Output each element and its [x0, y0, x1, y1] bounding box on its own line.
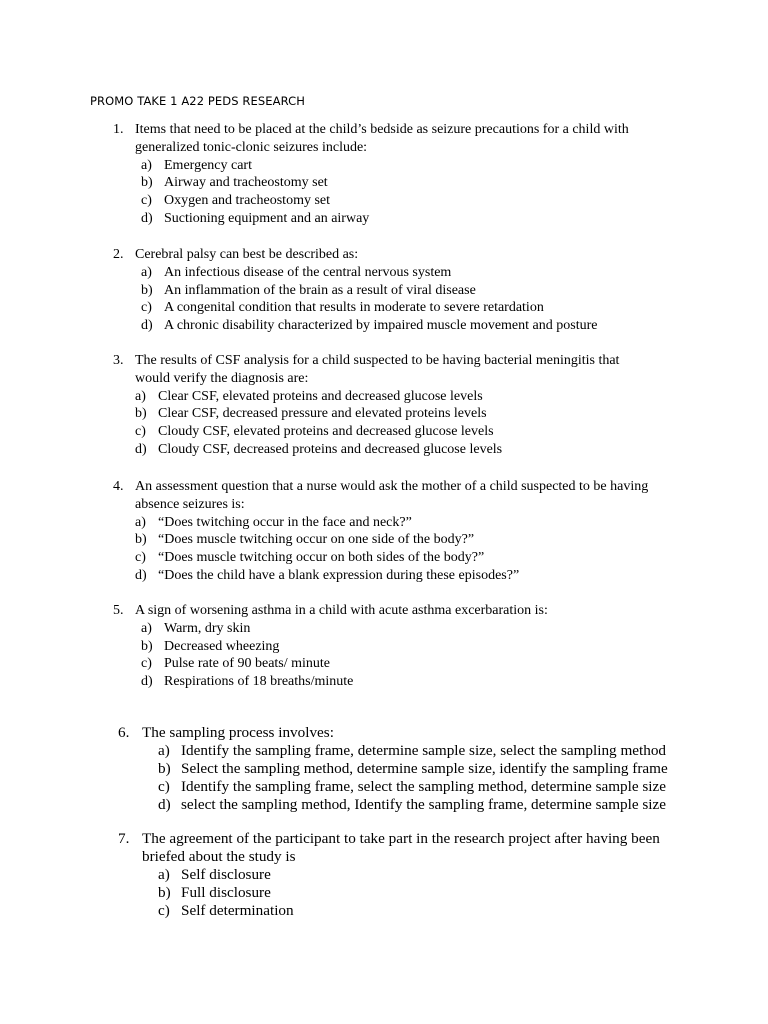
question-number: 3. [113, 353, 124, 368]
option-text: Suctioning equipment and an airway [164, 210, 370, 226]
option-letter: c) [141, 656, 152, 672]
answer-option [113, 514, 653, 532]
option-text: “Does twitching occur in the face and neck?” [158, 514, 412, 530]
answer-option [118, 778, 678, 796]
question-number: 1. [113, 122, 124, 137]
option-text: A chronic disability characterized by impaired muscle movement and posture [164, 318, 598, 334]
option-text: Emergency cart [164, 157, 252, 173]
answer-option [113, 549, 653, 567]
answer-option [113, 441, 653, 459]
question-stem [113, 352, 653, 388]
option-letter: d) [141, 674, 153, 690]
option-letter: c) [158, 902, 170, 919]
answer-option [113, 192, 653, 210]
option-text: Identify the sampling frame, select the sampling method, determine sample size [181, 778, 667, 795]
answer-option [118, 884, 678, 902]
answer-option [118, 760, 678, 778]
answer-option [118, 866, 678, 884]
option-letter: a) [141, 157, 152, 173]
question-text: A sign of worsening asthma in a child with acute asthma excerbaration is: [135, 603, 548, 618]
option-letter: b) [141, 282, 153, 298]
option-text: Decreased wheezing [164, 638, 280, 654]
option-text: An inflammation of the brain as a result of viral disease [164, 282, 476, 298]
option-text: Cloudy CSF, decreased proteins and decreased glucose levels [158, 441, 503, 457]
option-letter: d) [135, 441, 147, 457]
option-text: An infectious disease of the central nervous system [164, 264, 452, 280]
question-5 [113, 602, 653, 691]
answer-options [113, 620, 653, 691]
answer-option [113, 673, 653, 691]
answer-options [118, 742, 678, 814]
answer-option [118, 796, 678, 814]
option-letter: a) [158, 742, 170, 759]
option-text: select the sampling method, Identify the sampling frame, determine sample size [181, 796, 667, 813]
answer-options [113, 514, 653, 585]
answer-option [113, 620, 653, 638]
question-stem [113, 478, 653, 514]
question-text: The sampling process involves: [142, 724, 334, 741]
option-letter: b) [135, 406, 147, 422]
option-letter: d) [141, 210, 153, 226]
question-number: 5. [113, 603, 124, 618]
answer-options [118, 866, 678, 920]
question-text: Items that need to be placed at the child’s bedside as seizure precautions for a child with generalized tonic-clonic seizures include: [135, 122, 629, 155]
option-letter: a) [135, 388, 146, 404]
answer-option [113, 299, 653, 317]
option-letter: b) [141, 638, 153, 654]
answer-options [113, 157, 653, 228]
answer-option [113, 405, 653, 423]
answer-option [118, 742, 678, 760]
option-text: “Does muscle twitching occur on one side of the body?” [158, 532, 475, 548]
option-letter: b) [158, 760, 171, 777]
answer-option [113, 567, 653, 585]
option-letter: c) [141, 193, 152, 209]
option-letter: a) [141, 264, 152, 280]
question-number: 2. [113, 247, 124, 262]
answer-option [113, 174, 653, 192]
option-text: “Does muscle twitching occur on both sides of the body?” [158, 550, 485, 566]
option-letter: b) [141, 175, 153, 191]
option-letter: c) [141, 300, 152, 316]
option-letter: d) [135, 567, 147, 583]
option-text: Identify the sampling frame, determine sample size, select the sampling method [181, 742, 667, 759]
answer-option [113, 210, 653, 228]
answer-option [113, 423, 653, 441]
answer-options [113, 264, 653, 335]
answer-option [113, 388, 653, 406]
answer-options [113, 388, 653, 459]
question-text: The agreement of the participant to take part in the research project after having been briefed about the study is [142, 830, 660, 865]
answer-option [113, 638, 653, 656]
option-text: “Does the child have a blank expression during these episodes?” [158, 567, 520, 583]
question-number: 6. [118, 724, 130, 741]
option-letter: b) [135, 532, 147, 548]
option-letter: a) [141, 620, 152, 636]
question-7 [118, 830, 678, 920]
question-text: The results of CSF analysis for a child suspected to be having bacterial meningitis that would verify the diagnosis are: [135, 353, 620, 386]
option-text: Clear CSF, decreased pressure and elevated proteins levels [158, 406, 487, 422]
answer-option [113, 317, 653, 335]
answer-option [113, 157, 653, 175]
question-2 [113, 246, 653, 335]
option-text: Cloudy CSF, elevated proteins and decreased glucose levels [158, 424, 494, 440]
question-6 [118, 724, 678, 814]
answer-option [113, 655, 653, 673]
option-text: A congenital condition that results in moderate to severe retardation [164, 300, 544, 316]
option-text: Pulse rate of 90 beats/ minute [164, 656, 331, 672]
question-1 [113, 121, 653, 228]
option-text: Respirations of 18 breaths/minute [164, 674, 354, 690]
option-text: Airway and tracheostomy set [164, 175, 328, 191]
question-text: Cerebral palsy can best be described as: [135, 247, 359, 262]
option-letter: c) [135, 550, 146, 566]
option-letter: d) [141, 318, 153, 334]
option-letter: c) [135, 424, 146, 440]
question-stem [113, 121, 653, 157]
answer-option [118, 902, 678, 920]
option-text: Warm, dry skin [164, 620, 251, 636]
option-text: Clear CSF, elevated proteins and decreased glucose levels [158, 388, 483, 404]
option-letter: a) [135, 514, 146, 530]
answer-option [113, 264, 653, 282]
document-title: PROMO TAKE 1 A22 PEDS RESEARCH [90, 94, 305, 108]
option-letter: c) [158, 778, 170, 795]
option-letter: a) [158, 866, 170, 883]
option-letter: b) [158, 884, 171, 901]
option-text: Oxygen and tracheostomy set [164, 193, 331, 209]
answer-option [113, 531, 653, 549]
option-letter: d) [158, 796, 171, 813]
question-text: An assessment question that a nurse would ask the mother of a child suspected to be having absence seizures is: [135, 479, 649, 512]
question-stem [118, 724, 678, 742]
question-3 [113, 352, 653, 459]
option-text: Self disclosure [181, 866, 271, 883]
question-number: 7. [118, 830, 130, 847]
option-text: Self determination [181, 902, 294, 919]
option-text: Select the sampling method, determine sample size, identify the sampling frame [181, 760, 668, 777]
question-stem [113, 602, 653, 620]
question-stem [113, 246, 653, 264]
answer-option [113, 282, 653, 300]
question-number: 4. [113, 479, 124, 494]
option-text: Full disclosure [181, 884, 271, 901]
question-stem [118, 830, 678, 866]
question-4 [113, 478, 653, 585]
